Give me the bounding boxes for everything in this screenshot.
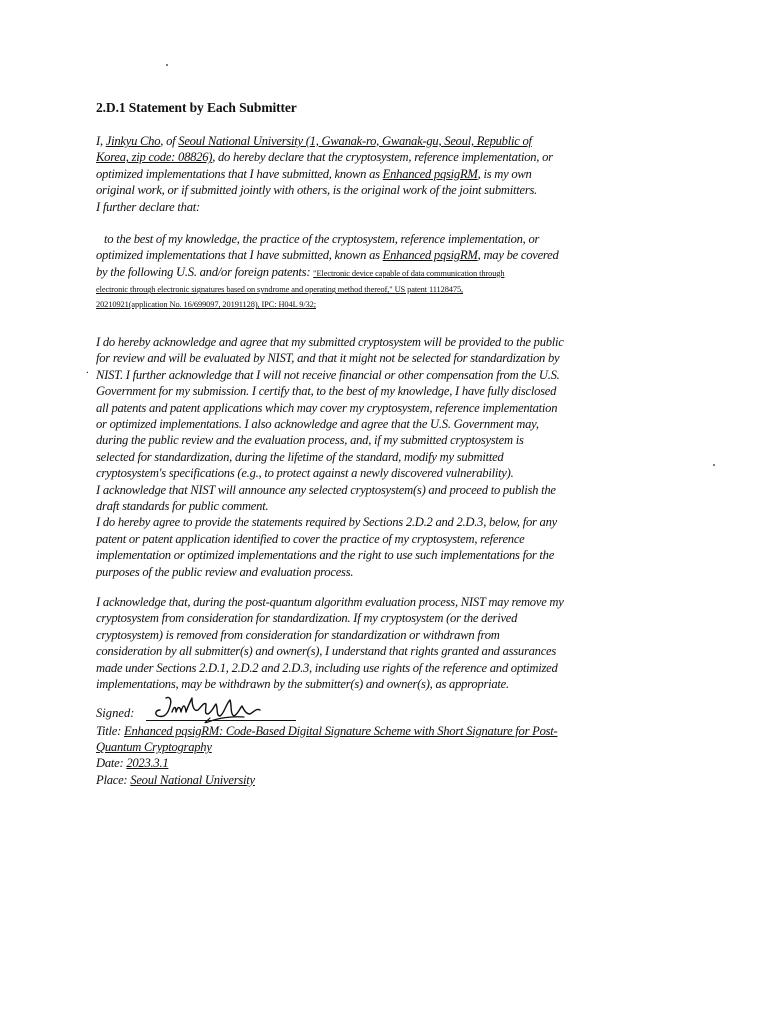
ack1-line: for review and will be evaluated by NIST, and that it might not be selected for standardization by xyxy=(96,351,560,366)
place-line xyxy=(96,772,686,788)
declaration-paragraph xyxy=(96,133,681,215)
ack1-line: selected for standardization, during the lifetime of the standard, modify my submitted xyxy=(96,449,504,464)
date-label: Date: xyxy=(96,756,127,771)
date-value: 2023.3.1 xyxy=(126,756,169,771)
title-line xyxy=(96,723,686,739)
ack2-line: cryptosystem) is removed from consideration for standardization or withdrawn from xyxy=(96,627,500,642)
declaration-line-1 xyxy=(96,133,681,149)
date-line xyxy=(96,755,686,771)
decl-prefix: I, xyxy=(96,134,106,148)
ack1-line: I do hereby acknowledge and agree that my submitted cryptosystem will be provided to the public xyxy=(96,335,564,349)
patents-line-1: to the best of my knowledge, the practice of the cryptosystem, reference implementation, or xyxy=(104,232,540,246)
margin-mark: . xyxy=(86,364,89,376)
ack1-line: patent or patent application identified to cover the practice of my cryptosystem, reference xyxy=(96,531,525,546)
ack1-line: cryptosystem's specifications (e.g., to protect against a newly discovered vulnerability). xyxy=(96,466,514,481)
scheme-name: Enhanced pqsigRM xyxy=(382,248,478,263)
patent-reference-cont: electronic through electronic signatures based on syndrome and operating method thereof," US patent 11128475, xyxy=(96,285,464,295)
title-line-cont xyxy=(96,739,686,755)
decl-text: optimized implementations that I have submitted, known as xyxy=(96,166,383,181)
patents-line-2 xyxy=(96,247,681,263)
declaration-line-3 xyxy=(96,166,681,182)
ack1-line: during the public review and the evaluation process, and, if my submitted cryptosystem is xyxy=(96,433,524,448)
ack2-line: implementations, may be withdrawn by the submitter(s) and owner(s), as appropriate. xyxy=(96,677,509,692)
section-heading: 2.D.1 Statement by Each Submitter xyxy=(96,100,297,115)
submission-title-cont: Quantum Cryptography xyxy=(96,740,212,755)
patents-line-3 xyxy=(96,264,681,282)
handwritten-signature xyxy=(148,692,288,726)
decl-text: , do hereby declare that the cryptosystem, reference implementation, or xyxy=(212,150,553,165)
patents-paragraph xyxy=(96,231,681,312)
decl-of: , of xyxy=(160,134,179,148)
ack1-line: draft standards for public comment. xyxy=(96,499,269,514)
ack2-line: made under Sections 2.D.1, 2.D.2 and 2.D.3, including use rights of the reference and optimized xyxy=(96,660,558,675)
ack2-line: I acknowledge that, during the post-quantum algorithm evaluation process, NIST may remove my xyxy=(96,595,564,609)
institution-address: Seoul National University (1, Gwanak-ro, Gwanak-gu, Seoul, Republic of xyxy=(178,134,532,148)
acknowledgement-paragraph-1 xyxy=(96,334,681,580)
ack1-line: implementation or optimized implementations and the right to use such implementations for the xyxy=(96,548,555,563)
submission-title: Enhanced pqsigRM: Code-Based Digital Signature Scheme with Short Signature for Post- xyxy=(124,724,558,738)
patents-text: by the following U.S. and/or foreign patents: xyxy=(96,264,314,279)
declaration-line-4: original work, or if submitted jointly with others, is the original work of the joint submitters. xyxy=(96,183,538,198)
title-label: Title: xyxy=(96,724,124,738)
ack2-line: cryptosystem from consideration for standardization. If my cryptosystem (or the derived xyxy=(96,611,518,626)
patent-reference: "Electronic device capable of data communication through xyxy=(313,268,505,278)
patents-text: optimized implementations that I have submitted, known as xyxy=(96,248,383,263)
patents-line-4 xyxy=(96,282,681,296)
place-label: Place: xyxy=(96,772,131,787)
scan-speck xyxy=(713,464,715,466)
scan-speck xyxy=(166,64,168,66)
decl-text: , is my own xyxy=(477,166,532,181)
signature-details xyxy=(96,723,686,788)
scheme-name: Enhanced pqsigRM xyxy=(382,166,478,181)
ack1-line: Government for my submission. I certify that, to the best of my knowledge, I have fully disclosed xyxy=(96,384,557,399)
submitter-name: Jinkyu Cho xyxy=(105,134,161,148)
acknowledgement-paragraph-2 xyxy=(96,594,681,692)
declaration-line-5: I further declare that: xyxy=(96,199,200,214)
patents-line-5 xyxy=(96,296,681,312)
ack1-line: all patents and patent applications which may cover my cryptosystem, reference implementation xyxy=(96,400,558,415)
ack1-line: or optimized implementations. I also acknowledge and agree that the U.S. Government may, xyxy=(96,417,539,432)
declaration-line-2 xyxy=(96,149,681,165)
signed-label: Signed: xyxy=(96,706,135,720)
ack1-line: purposes of the public review and evaluation process. xyxy=(96,564,354,579)
ack1-line: I do hereby agree to provide the statements required by Sections 2.D.2 and 2.D.3, below, for any xyxy=(96,515,557,530)
ack1-line: NIST. I further acknowledge that I will not receive financial or other compensation from the U.S. xyxy=(96,367,560,382)
institution-address-cont: Korea, zip code: 08826) xyxy=(96,150,213,165)
patent-reference-cont: 20210921(application No. 16/699097, 20191128), IPC: H04L 9/32; xyxy=(96,300,316,310)
place-value: Seoul National University xyxy=(130,772,255,787)
ack1-line: I acknowledge that NIST will announce any selected cryptosystem(s) and proceed to publish the xyxy=(96,482,556,497)
ack2-line: consideration by all submitter(s) and owner(s), I understand that rights granted and assurances xyxy=(96,644,557,659)
patents-text: , may be covered xyxy=(477,248,559,263)
